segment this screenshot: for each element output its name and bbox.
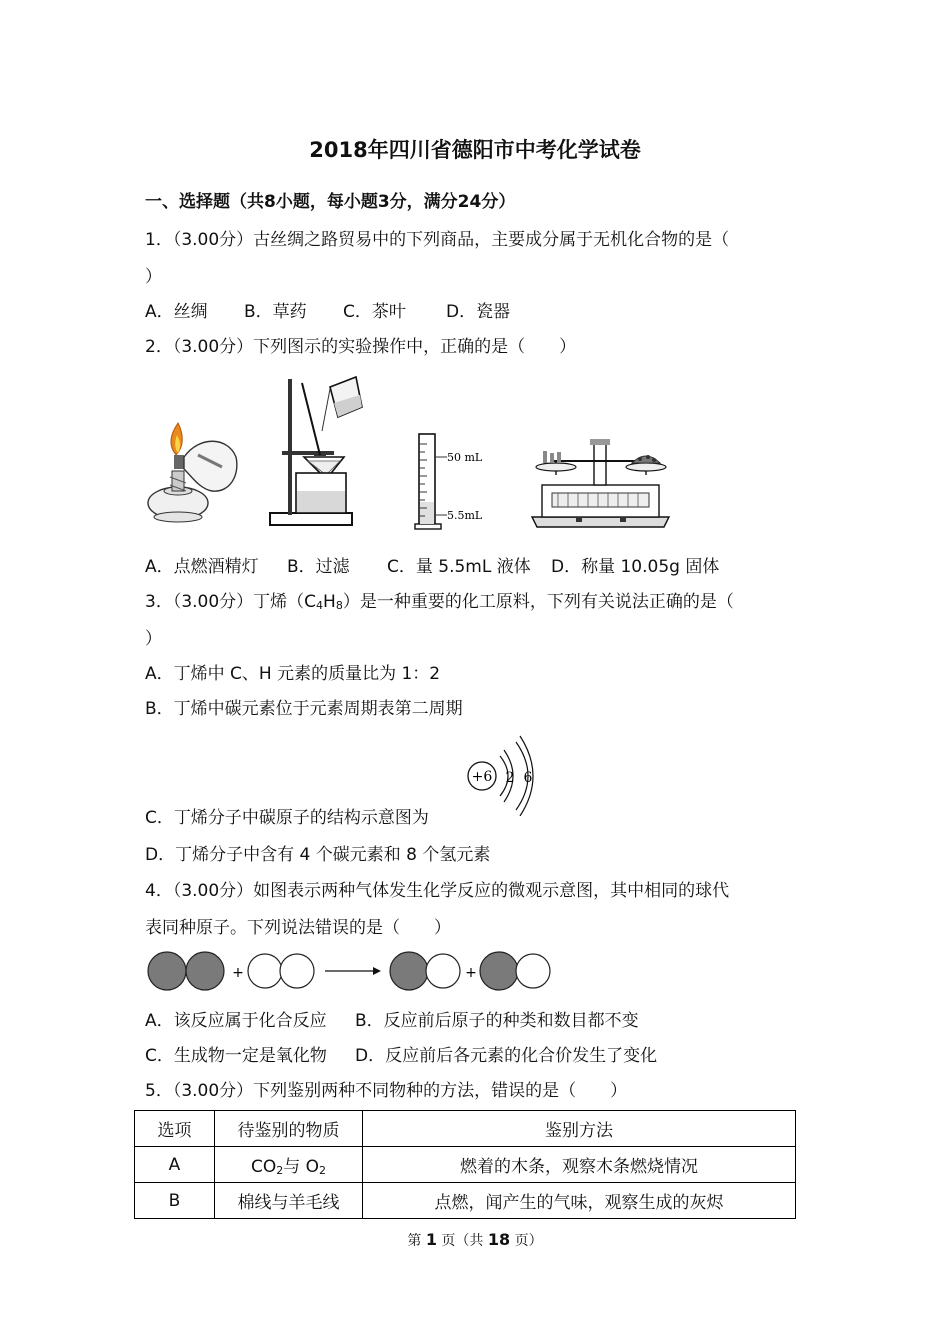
atom-shell1-label: 2 — [505, 770, 515, 786]
cylinder-bottom-mark: 5.5mL — [447, 509, 483, 522]
q3-stem: 3．（3.00分）丁烯$(C_4H_8)$是一种重要的化工原料，下列有关说法正确的是（ — [145, 592, 734, 612]
row-a-substance: $CO_2$与 $O_2$ — [215, 1147, 363, 1183]
q3-option-a: A．丁烯中 C、H 元素的质量比为 1：2 — [145, 664, 441, 684]
page-footer: 第 1 页（共 18 页） — [407, 1230, 543, 1249]
table-row — [135, 1147, 796, 1183]
q1-option-c: C．茶叶 — [343, 302, 406, 322]
section-heading: 一、选择题（共8小题，每小题3分，满分24分） — [145, 192, 516, 212]
q3-stem-close: ） — [145, 629, 162, 649]
q4-stem-line2: 表同种原子。下列说法错误的是（ ） — [145, 918, 451, 938]
q1-option-a: A．丝绸 — [145, 302, 208, 322]
q3-option-b: B．丁烯中碳元素位于元素周期表第二周期 — [145, 699, 463, 719]
q3-option-c: C．丁烯分子中碳原子的结构示意图为 — [145, 808, 429, 828]
page-title: 2018年四川省德阳市中考化学试卷 — [309, 138, 641, 162]
row-b-option: B — [135, 1183, 215, 1219]
filtration-figure — [262, 373, 367, 530]
q4-option-a: A．该反应属于化合反应 — [145, 1011, 327, 1031]
q4-option-c: C．生成物一定是氧化物 — [145, 1046, 327, 1066]
header-substance: 待鉴别的物质 — [215, 1111, 363, 1147]
header-option: 选项 — [135, 1111, 215, 1147]
q2-option-d: D．称量 10.05g 固体 — [551, 557, 720, 577]
q4-stem-line1: 4．（3.00分）如图表示两种气体发生化学反应的微观示意图，其中相同的球代 — [145, 881, 730, 901]
atom-shell2-label: 6 — [523, 770, 533, 786]
reaction-plus-2: + — [465, 965, 477, 981]
row-b-method: 点燃，闻产生的气味，观察生成的灰烬 — [363, 1183, 796, 1219]
row-a-method: 燃着的木条，观察木条燃烧情况 — [363, 1147, 796, 1183]
q4-option-b: B．反应前后原子的种类和数目都不变 — [355, 1011, 639, 1031]
row-b-substance: 棉线与羊毛线 — [215, 1183, 363, 1219]
graduated-cylinder-figure — [413, 432, 498, 532]
q5-stem: 5．（3.00分）下列鉴别两种不同物种的方法，错误的是（ ） — [145, 1081, 628, 1101]
q1-option-b: B．草药 — [244, 302, 307, 322]
q3-option-d: D．丁烯分子中含有 4 个碳元素和 8 个氢元素 — [145, 845, 491, 865]
table-row — [135, 1183, 796, 1219]
alcohol-lamp-figure — [140, 415, 245, 530]
q2-option-c: C．量 5.5mL 液体 — [387, 557, 531, 577]
q4-option-d: D．反应前后各元素的化合价发生了变化 — [355, 1046, 658, 1066]
q2-stem: 2．（3.00分）下列图示的实验操作中，正确的是（ ） — [145, 337, 577, 357]
identification-table — [134, 1110, 796, 1219]
cylinder-top-mark: 50 mL — [447, 451, 483, 464]
reaction-plus-1: + — [232, 965, 244, 981]
balance-figure — [528, 435, 673, 530]
atom-nucleus-label: +6 — [471, 769, 493, 785]
carbon-atom-diagram — [460, 732, 540, 816]
q1-stem-close: ） — [145, 267, 162, 287]
row-a-option: A — [135, 1147, 215, 1183]
reaction-diagram — [145, 950, 555, 992]
q2-option-a: A．点燃酒精灯 — [145, 557, 259, 577]
q1-stem: 1．（3.00分）古丝绸之路贸易中的下列商品，主要成分属于无机化合物的是（ — [145, 230, 730, 250]
header-method: 鉴别方法 — [363, 1111, 796, 1147]
q1-option-d: D．瓷器 — [446, 302, 511, 322]
q2-option-b: B．过滤 — [287, 557, 350, 577]
table-header-row — [135, 1111, 796, 1147]
